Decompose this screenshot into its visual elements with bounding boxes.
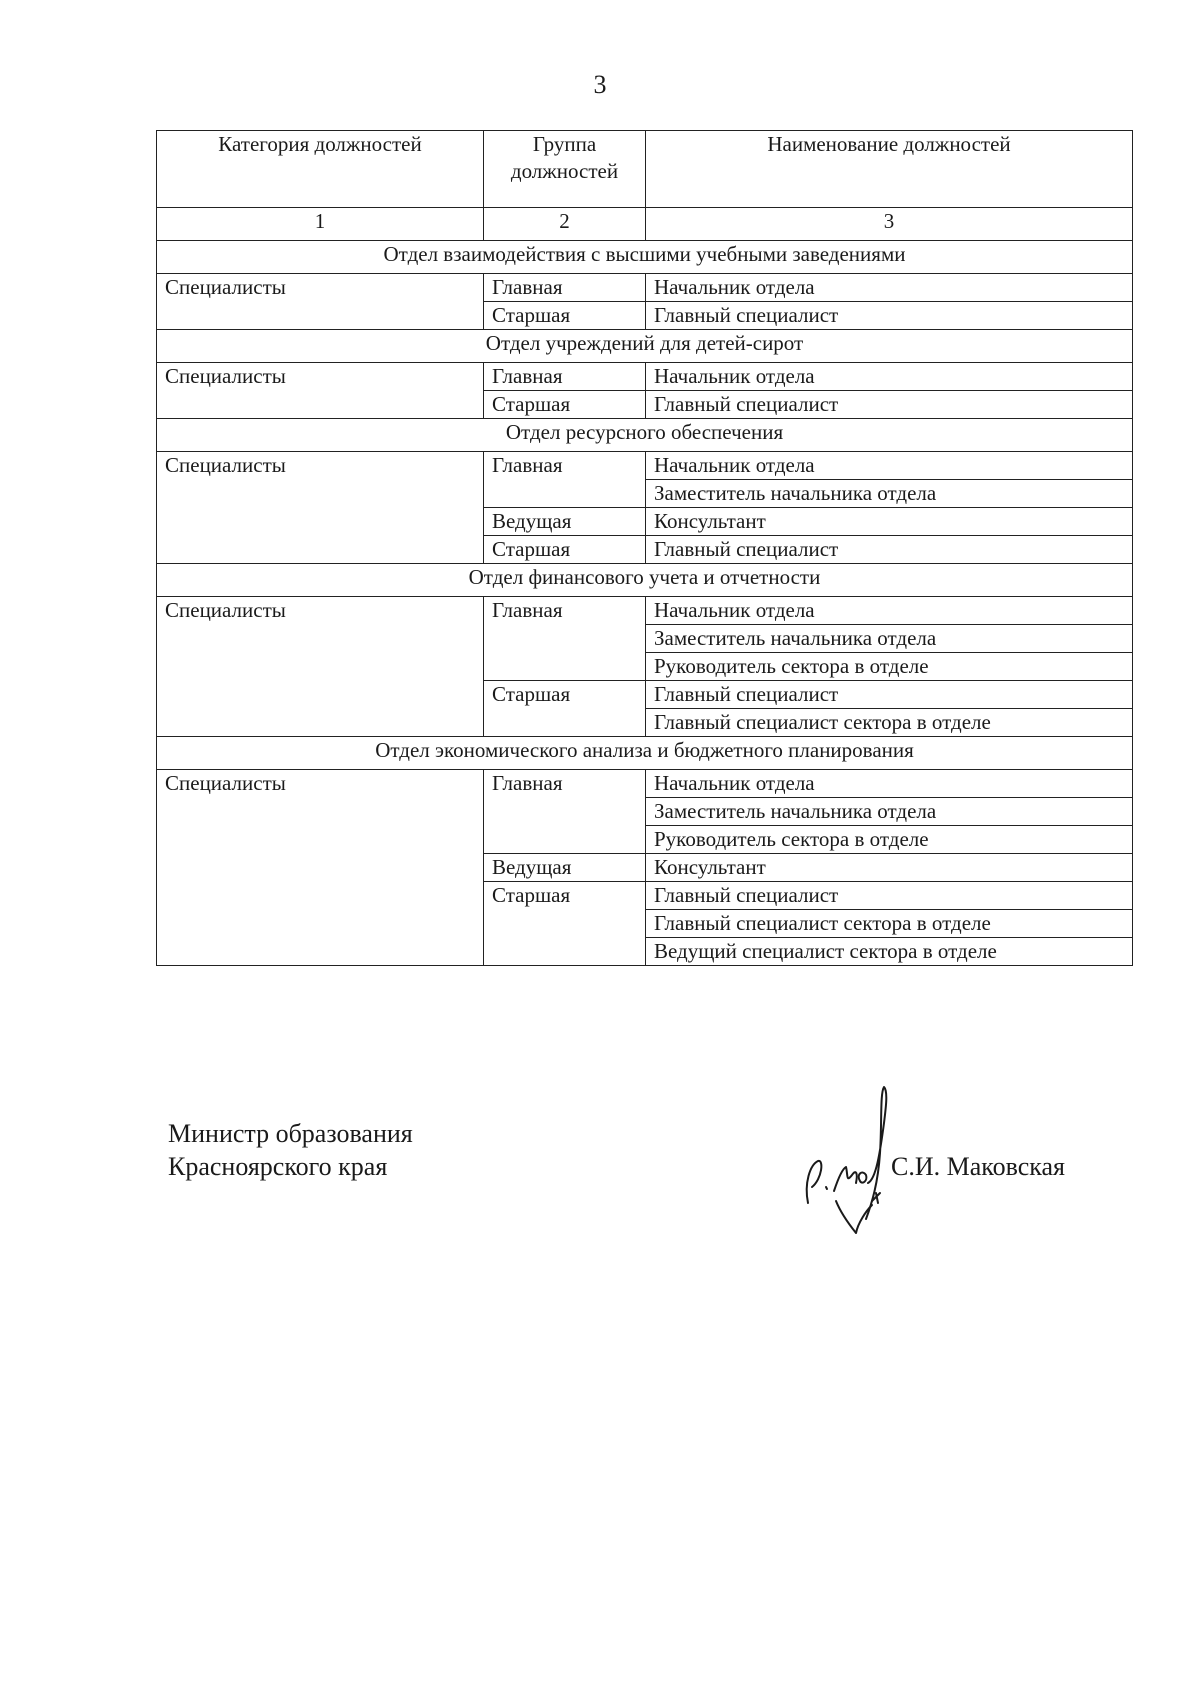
position-name-cell: Заместитель начальника отдела [646, 480, 1133, 508]
positions-table [156, 130, 1133, 966]
header-category: Категория должностей [157, 131, 484, 208]
position-name-cell: Начальник отдела [646, 363, 1133, 391]
table-row [157, 770, 1133, 798]
group-cell: Старшая [484, 302, 646, 330]
department-name: Отдел взаимодействия с высшими учебными заведениями [157, 241, 1133, 274]
department-name: Отдел учреждений для детей-сирот [157, 330, 1133, 363]
group-cell: Ведущая [484, 508, 646, 536]
group-cell: Старшая [484, 882, 646, 966]
position-name-cell: Заместитель начальника отдела [646, 625, 1133, 653]
table-row [157, 363, 1133, 391]
department-row [157, 241, 1133, 274]
column-number: 1 [157, 208, 484, 241]
department-row [157, 737, 1133, 770]
signatory-name: С.И. Маковская [891, 1152, 1065, 1181]
signatory-title [168, 1117, 413, 1183]
group-cell: Главная [484, 363, 646, 391]
table-row [157, 452, 1133, 480]
column-number-row [157, 208, 1133, 241]
table-row [157, 597, 1133, 625]
position-name-cell: Главный специалист [646, 302, 1133, 330]
department-name: Отдел ресурсного обеспечения [157, 419, 1133, 452]
position-name-cell: Главный специалист [646, 391, 1133, 419]
department-row [157, 419, 1133, 452]
category-cell: Специалисты [157, 274, 484, 330]
group-cell: Ведущая [484, 854, 646, 882]
group-cell: Старшая [484, 681, 646, 737]
position-name-cell: Главный специалист [646, 882, 1133, 910]
page-number: 3 [593, 70, 607, 99]
category-cell: Специалисты [157, 363, 484, 419]
department-name: Отдел финансового учета и отчетности [157, 564, 1133, 597]
group-cell: Старшая [484, 536, 646, 564]
department-row [157, 330, 1133, 363]
header-group: Группа должностей [484, 131, 646, 208]
signatory-title-line: Красноярского края [168, 1152, 388, 1181]
position-name-cell: Начальник отдела [646, 274, 1133, 302]
group-cell: Главная [484, 770, 646, 854]
group-cell: Старшая [484, 391, 646, 419]
position-name-cell: Заместитель начальника отдела [646, 798, 1133, 826]
group-cell: Главная [484, 274, 646, 302]
department-row [157, 564, 1133, 597]
position-name-cell: Консультант [646, 508, 1133, 536]
group-cell: Главная [484, 452, 646, 508]
table-row [157, 274, 1133, 302]
handwritten-signature [796, 1083, 906, 1243]
group-cell: Главная [484, 597, 646, 681]
department-name: Отдел экономического анализа и бюджетного планирования [157, 737, 1133, 770]
column-number: 3 [646, 208, 1133, 241]
position-name-cell: Главный специалист сектора в отделе [646, 910, 1133, 938]
header-position-name: Наименование должностей [646, 131, 1133, 208]
position-name-cell: Консультант [646, 854, 1133, 882]
position-name-cell: Главный специалист [646, 536, 1133, 564]
position-name-cell: Начальник отдела [646, 597, 1133, 625]
position-name-cell: Главный специалист сектора в отделе [646, 709, 1133, 737]
signatory-title-line: Министр образования [168, 1119, 413, 1148]
position-name-cell: Руководитель сектора в отделе [646, 826, 1133, 854]
position-name-cell: Ведущий специалист сектора в отделе [646, 938, 1133, 966]
position-name-cell: Главный специалист [646, 681, 1133, 709]
position-name-cell: Начальник отдела [646, 452, 1133, 480]
category-cell: Специалисты [157, 597, 484, 737]
column-number: 2 [484, 208, 646, 241]
table-header-row [157, 131, 1133, 208]
category-cell: Специалисты [157, 452, 484, 564]
position-name-cell: Начальник отдела [646, 770, 1133, 798]
position-name-cell: Руководитель сектора в отделе [646, 653, 1133, 681]
category-cell: Специалисты [157, 770, 484, 966]
